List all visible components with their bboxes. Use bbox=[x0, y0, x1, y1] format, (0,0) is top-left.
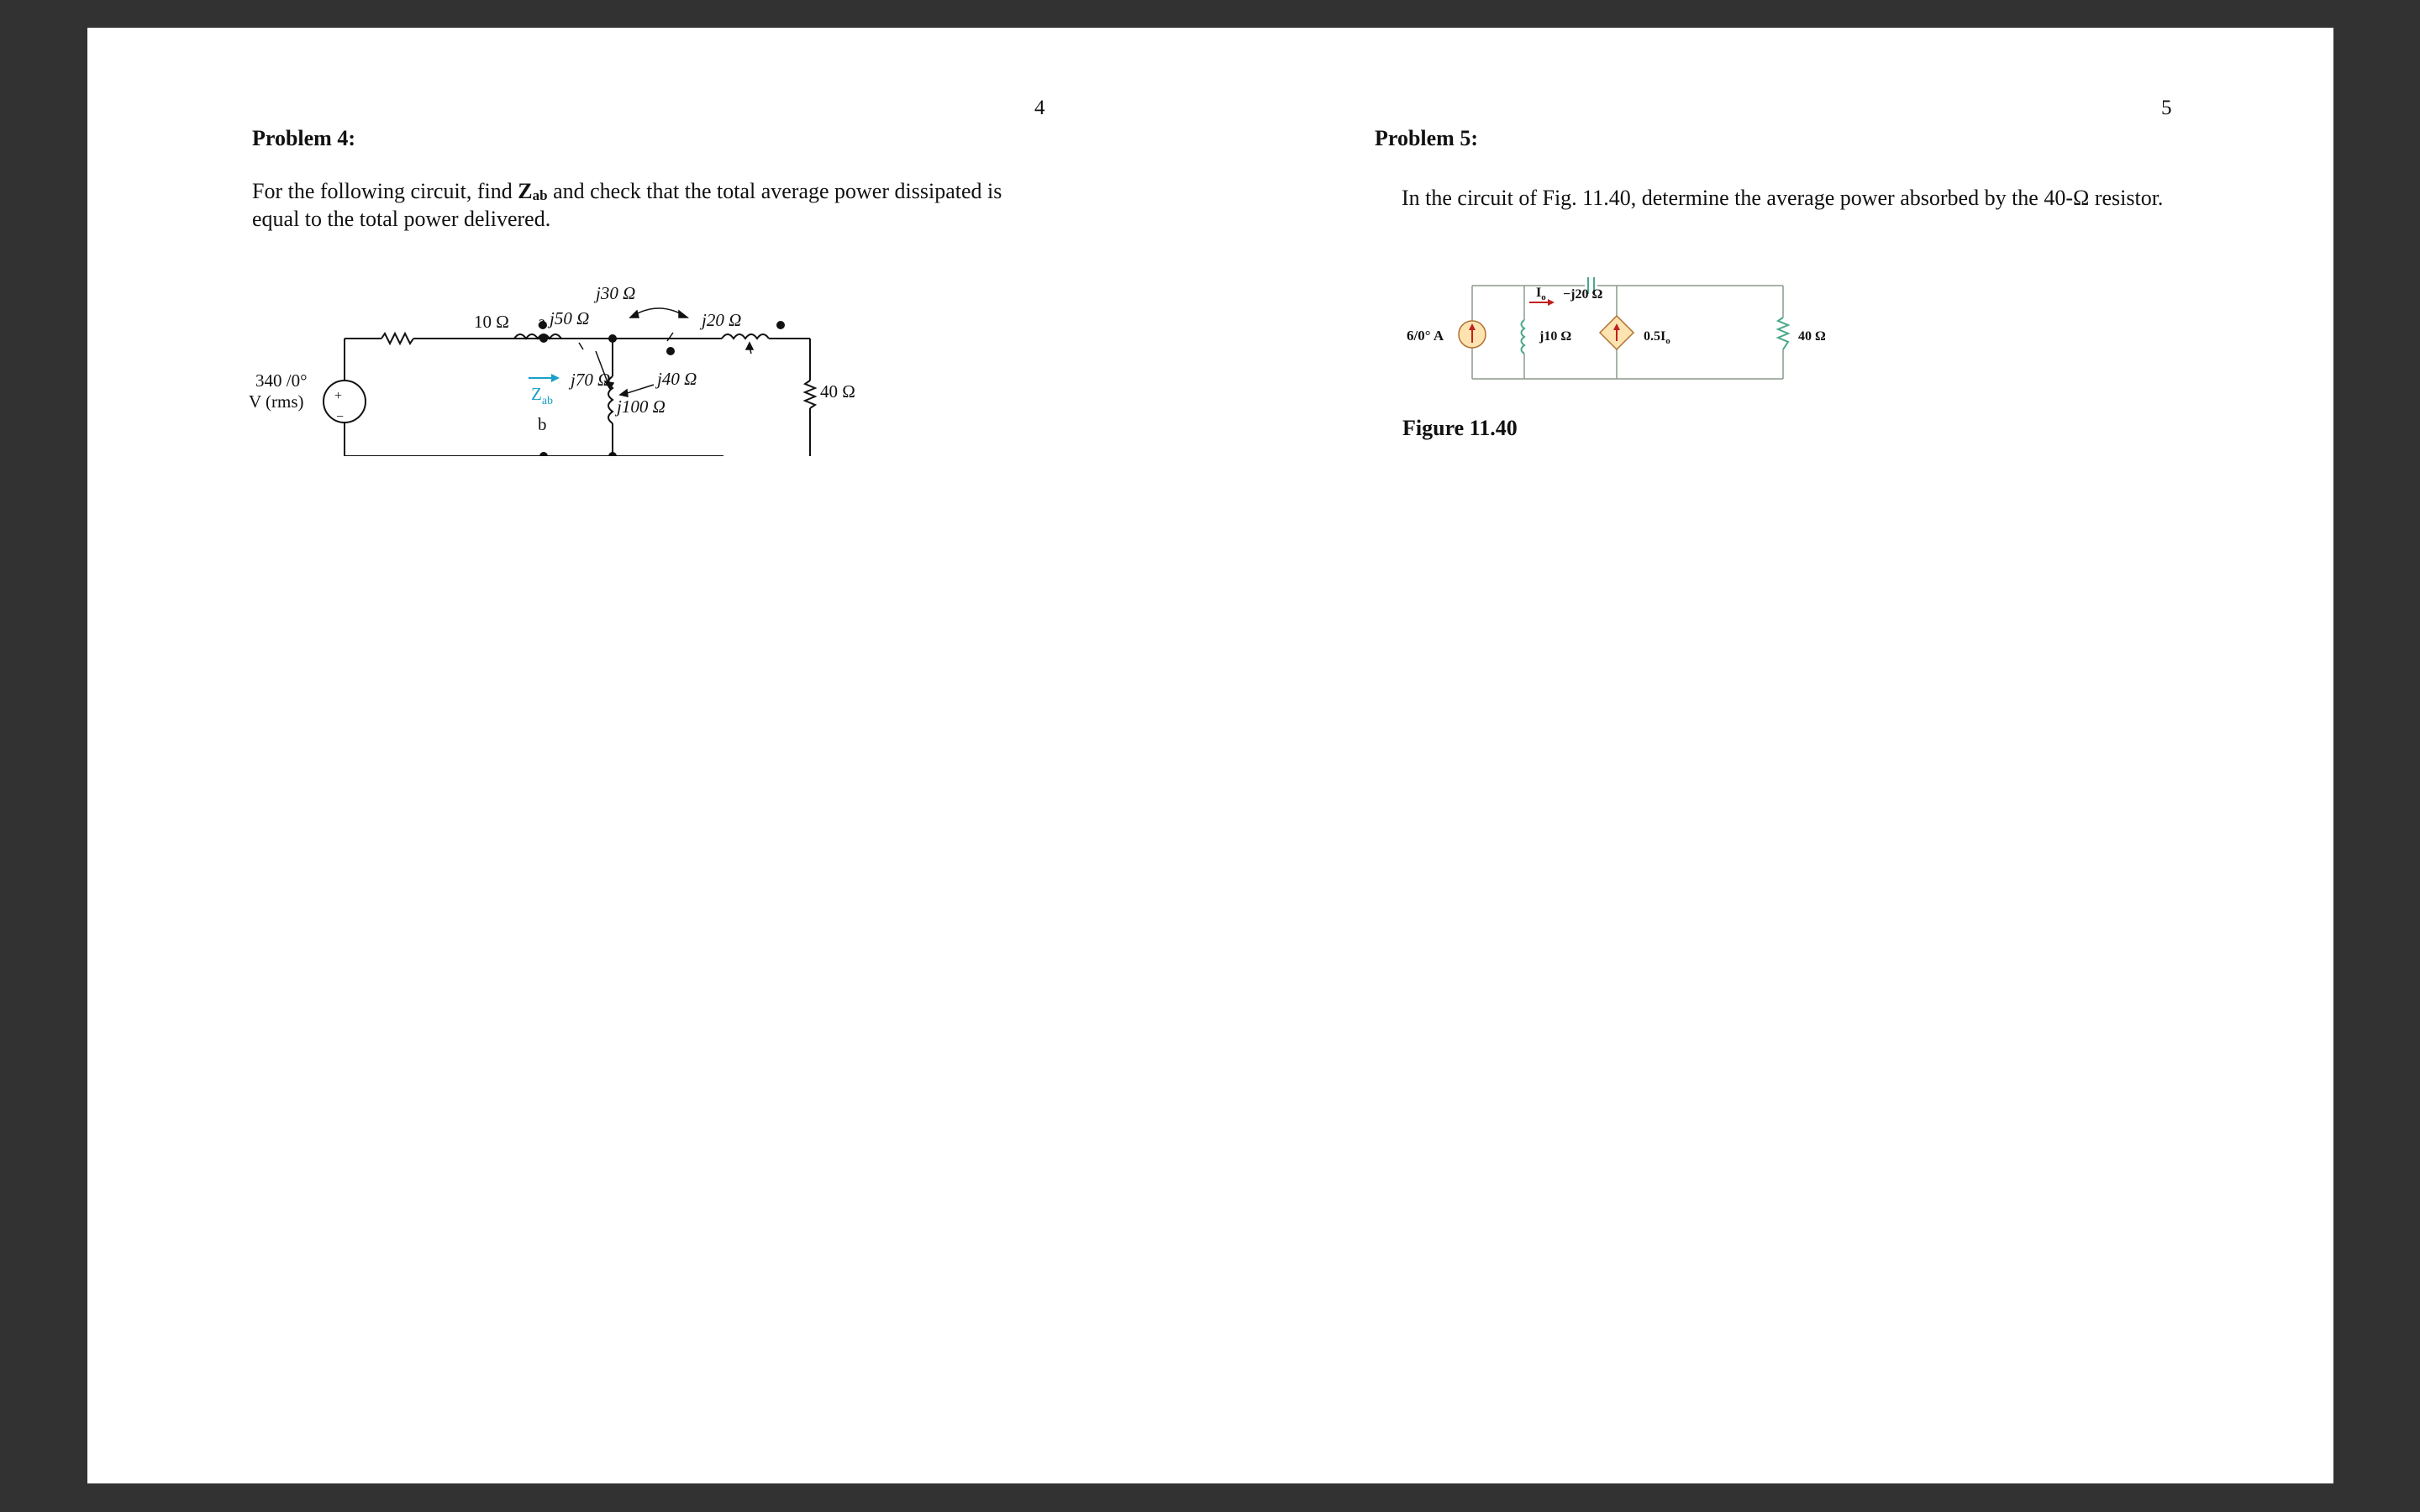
resistor-40-ohm-fig bbox=[1778, 318, 1788, 349]
inductor-j10 bbox=[1522, 320, 1525, 354]
node-b-label: b bbox=[538, 414, 547, 434]
zab-symbol: $Z_{ab}$ bbox=[518, 179, 548, 203]
source-minus: − bbox=[336, 410, 345, 424]
resistor-10-ohm bbox=[381, 333, 413, 344]
m-left-label: j70 Ω bbox=[571, 370, 611, 390]
capacitor-label: −j20 Ω bbox=[1563, 287, 1603, 302]
node-bottom-center bbox=[608, 452, 617, 456]
problem-5-title: Problem 5: bbox=[1375, 126, 1478, 150]
l1-label: j50 Ω bbox=[550, 308, 590, 328]
inductor-label: j10 Ω bbox=[1539, 329, 1572, 344]
problem-4-circuit-diagram bbox=[247, 250, 886, 456]
r2-label: 40 Ω bbox=[820, 381, 855, 402]
dependent-source-label: $0.5I_o$ bbox=[1644, 329, 1670, 346]
problem-4-text-start: For the following circuit, find bbox=[252, 179, 518, 203]
figure-caption: Figure 11.40 bbox=[1402, 416, 1518, 440]
node-a bbox=[539, 334, 548, 343]
voltage-source bbox=[324, 381, 366, 423]
problem-4-statement bbox=[252, 179, 1042, 232]
m-right-label: j40 Ω bbox=[657, 369, 697, 389]
io-label: $I_o$ bbox=[1536, 286, 1546, 302]
node-a-label: a bbox=[538, 312, 546, 332]
figure-11-40-circuit bbox=[1398, 250, 1852, 418]
resistor-label: 40 Ω bbox=[1798, 329, 1826, 344]
l3-label: j100 Ω bbox=[617, 396, 666, 417]
m-top-label: j30 Ω bbox=[596, 283, 636, 303]
polarity-dot-l3 bbox=[666, 347, 675, 355]
zab-label: $Z_{ab}$ bbox=[531, 384, 554, 407]
source-plus: + bbox=[334, 389, 343, 403]
page-number-4: 4 bbox=[1034, 97, 1045, 119]
node-b bbox=[539, 452, 548, 456]
polarity-dot-l2 bbox=[776, 321, 785, 329]
inductor-j20 bbox=[722, 334, 769, 339]
source-value-label: 340 /0° bbox=[255, 370, 308, 391]
problem-5-statement: In the circuit of Fig. 11.40, determine the average power absorbed by the 40-Ω resistor. bbox=[1402, 186, 2164, 210]
problem-4-title: Problem 4: bbox=[252, 126, 355, 150]
r1-label: 10 Ω bbox=[474, 312, 509, 332]
node-top-center bbox=[608, 334, 617, 343]
current-source-label: 6/0° A bbox=[1407, 328, 1444, 344]
problem-4-text-end: and check that the total average power dissipated is equal to the total power delivered. bbox=[252, 179, 1002, 231]
page-number-5: 5 bbox=[2161, 97, 2172, 119]
document-page bbox=[87, 28, 2333, 1483]
source-units-label: V (rms) bbox=[249, 391, 304, 412]
resistor-40-ohm bbox=[805, 381, 815, 408]
l2-coil-label: j20 Ω bbox=[702, 310, 742, 330]
